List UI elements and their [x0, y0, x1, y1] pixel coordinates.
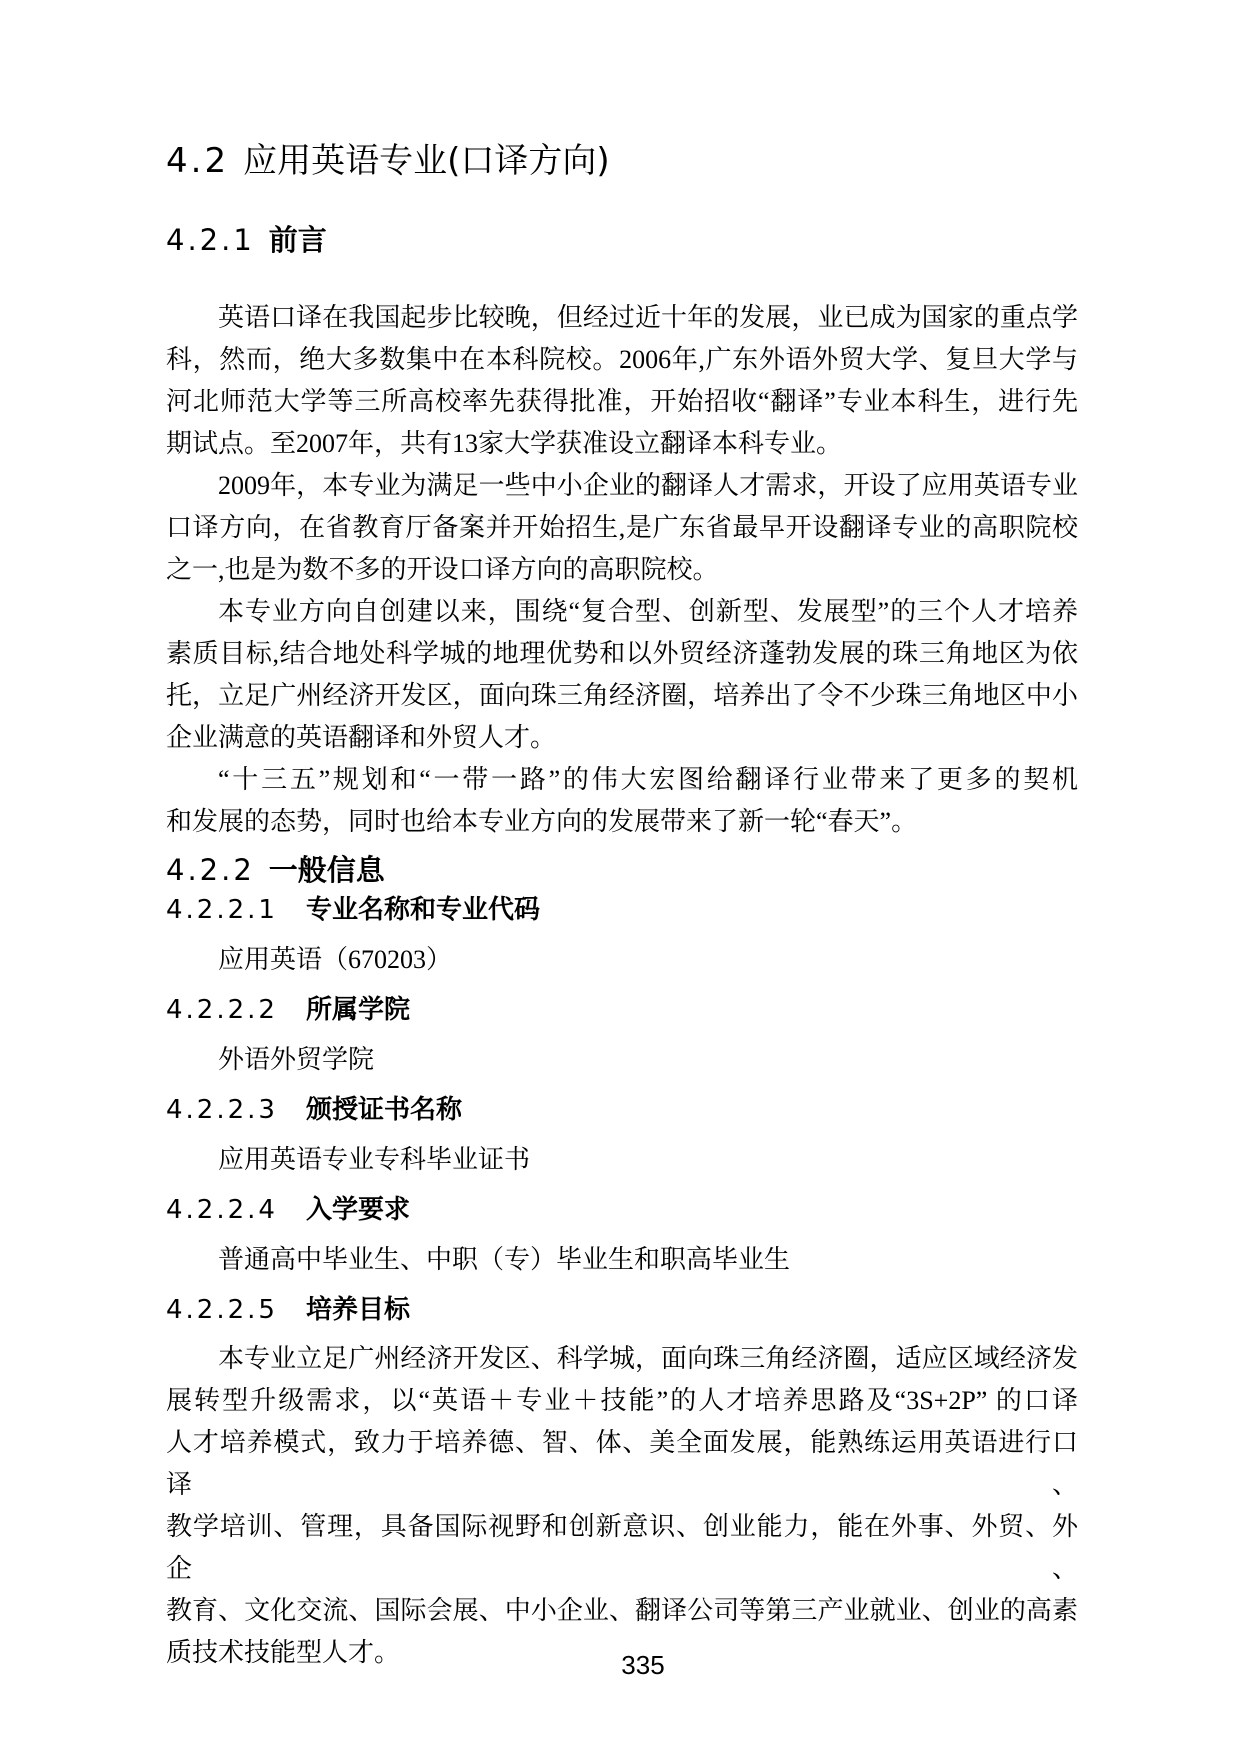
subsection-value: 外语外贸学院: [218, 1045, 375, 1074]
chapter-title: [166, 140, 1078, 182]
subsection-number: 4.2.2.4: [166, 1195, 278, 1225]
subsection-heading-4224: [166, 1192, 1078, 1228]
paragraph-line: 素质目标,结合地处科学城的地理优势和以外贸经济蓬勃发展的珠三角地区为依: [166, 639, 1078, 668]
subsection-title-text: 培养目标: [305, 1295, 410, 1325]
subsection-title-text: 入学要求: [305, 1195, 410, 1225]
chapter-title-text: 应用英语专业(口译方向): [243, 141, 610, 181]
subsection-heading-4225: [166, 1292, 1078, 1328]
section-heading-421: [166, 220, 1078, 260]
paragraph-line: 本专业立足广州经济开发区、科学城，面向珠三角经济圈，适应区域经济发: [218, 1344, 1078, 1373]
subsection-heading-4221: [166, 892, 1078, 928]
paragraph-line: 河北师范大学等三所高校率先获得批准，开始招收“翻译”专业本科生，进行先: [166, 387, 1078, 416]
intro-paragraphs: [166, 297, 1078, 843]
paragraph-line: 之一,也是为数不多的开设口译方向的高职院校。: [166, 555, 719, 584]
paragraph-line: 托，立足广州经济开发区，面向珠三角经济圈，培养出了令不少珠三角地区中小: [166, 681, 1078, 710]
paragraph-line: 期试点。至2007年，共有13家大学获准设立翻译本科专业。: [166, 429, 843, 458]
page-content: [166, 0, 1078, 1674]
paragraph-line: 科，然而，绝大多数集中在本科院校。2006年,广东外语外贸大学、复旦大学与: [166, 345, 1078, 374]
paragraph-line: 口译方向，在省教育厅备案并开始招生,是广东省最早开设翻译专业的高职院校: [166, 513, 1078, 542]
paragraph-line: 企业满意的英语翻译和外贸人才。: [166, 723, 557, 752]
subsection-title-text: 专业名称和专业代码: [305, 895, 540, 925]
training-goal-paragraph: [166, 1338, 1078, 1674]
paragraph-line: 2009年，本专业为满足一些中小企业的翻译人才需求，开设了应用英语专业: [218, 471, 1078, 500]
subsection-title-text: 颁授证书名称: [305, 1095, 462, 1125]
section-heading-422: [166, 850, 1078, 890]
paragraph-line: “十三五”规划和“一带一路”的伟大宏图给翻译行业带来了更多的契机: [218, 765, 1078, 794]
subsection-number: 4.2.2.2: [166, 995, 278, 1025]
subsection-number: 4.2.2.5: [166, 1295, 278, 1325]
paragraph-line: 教育、文化交流、国际会展、中小企业、翻译公司等第三产业就业、创业的高素: [166, 1596, 1078, 1625]
chapter-number: 4.2: [166, 141, 230, 181]
subsection-number: 4.2.2.3: [166, 1095, 278, 1125]
paragraph-line: 英语口译在我国起步比较晚，但经过近十年的发展，业已成为国家的重点学: [218, 303, 1078, 332]
subsection-value: 应用英语专业专科毕业证书: [218, 1145, 531, 1174]
subsection-heading-4223: [166, 1092, 1078, 1128]
paragraph-line: 人才培养模式，致力于培养德、智、体、美全面发展，能熟练运用英语进行口译、: [166, 1428, 1078, 1499]
subsection-heading-4222: [166, 992, 1078, 1028]
paragraph-line: 教学培训、管理，具备国际视野和创新意识、创业能力，能在外事、外贸、外企、: [166, 1512, 1078, 1583]
section-title-text: 一般信息: [268, 853, 385, 887]
section-number: 4.2.1: [166, 223, 255, 257]
paragraph-line: 和发展的态势，同时也给本专业方向的发展带来了新一轮“春天”。: [166, 807, 918, 836]
page-number: 335: [621, 1650, 665, 1680]
section-number: 4.2.2: [166, 853, 255, 887]
subsection-number: 4.2.2.1: [166, 895, 278, 925]
paragraph-line: 质技术技能型人才。: [166, 1638, 401, 1667]
subsection-value: 应用英语（670203）: [218, 945, 453, 974]
paragraph-line: 展转型升级需求，以“英语＋专业＋技能”的人才培养思路及“3S+2P” 的口译: [166, 1386, 1078, 1415]
subsection-title-text: 所属学院: [305, 995, 410, 1025]
paragraph-line: 本专业方向自创建以来，围绕“复合型、创新型、发展型”的三个人才培养: [218, 597, 1078, 626]
section-title-text: 前言: [268, 223, 327, 257]
subsection-value: 普通高中毕业生、中职（专）毕业生和职高毕业生: [218, 1245, 791, 1274]
